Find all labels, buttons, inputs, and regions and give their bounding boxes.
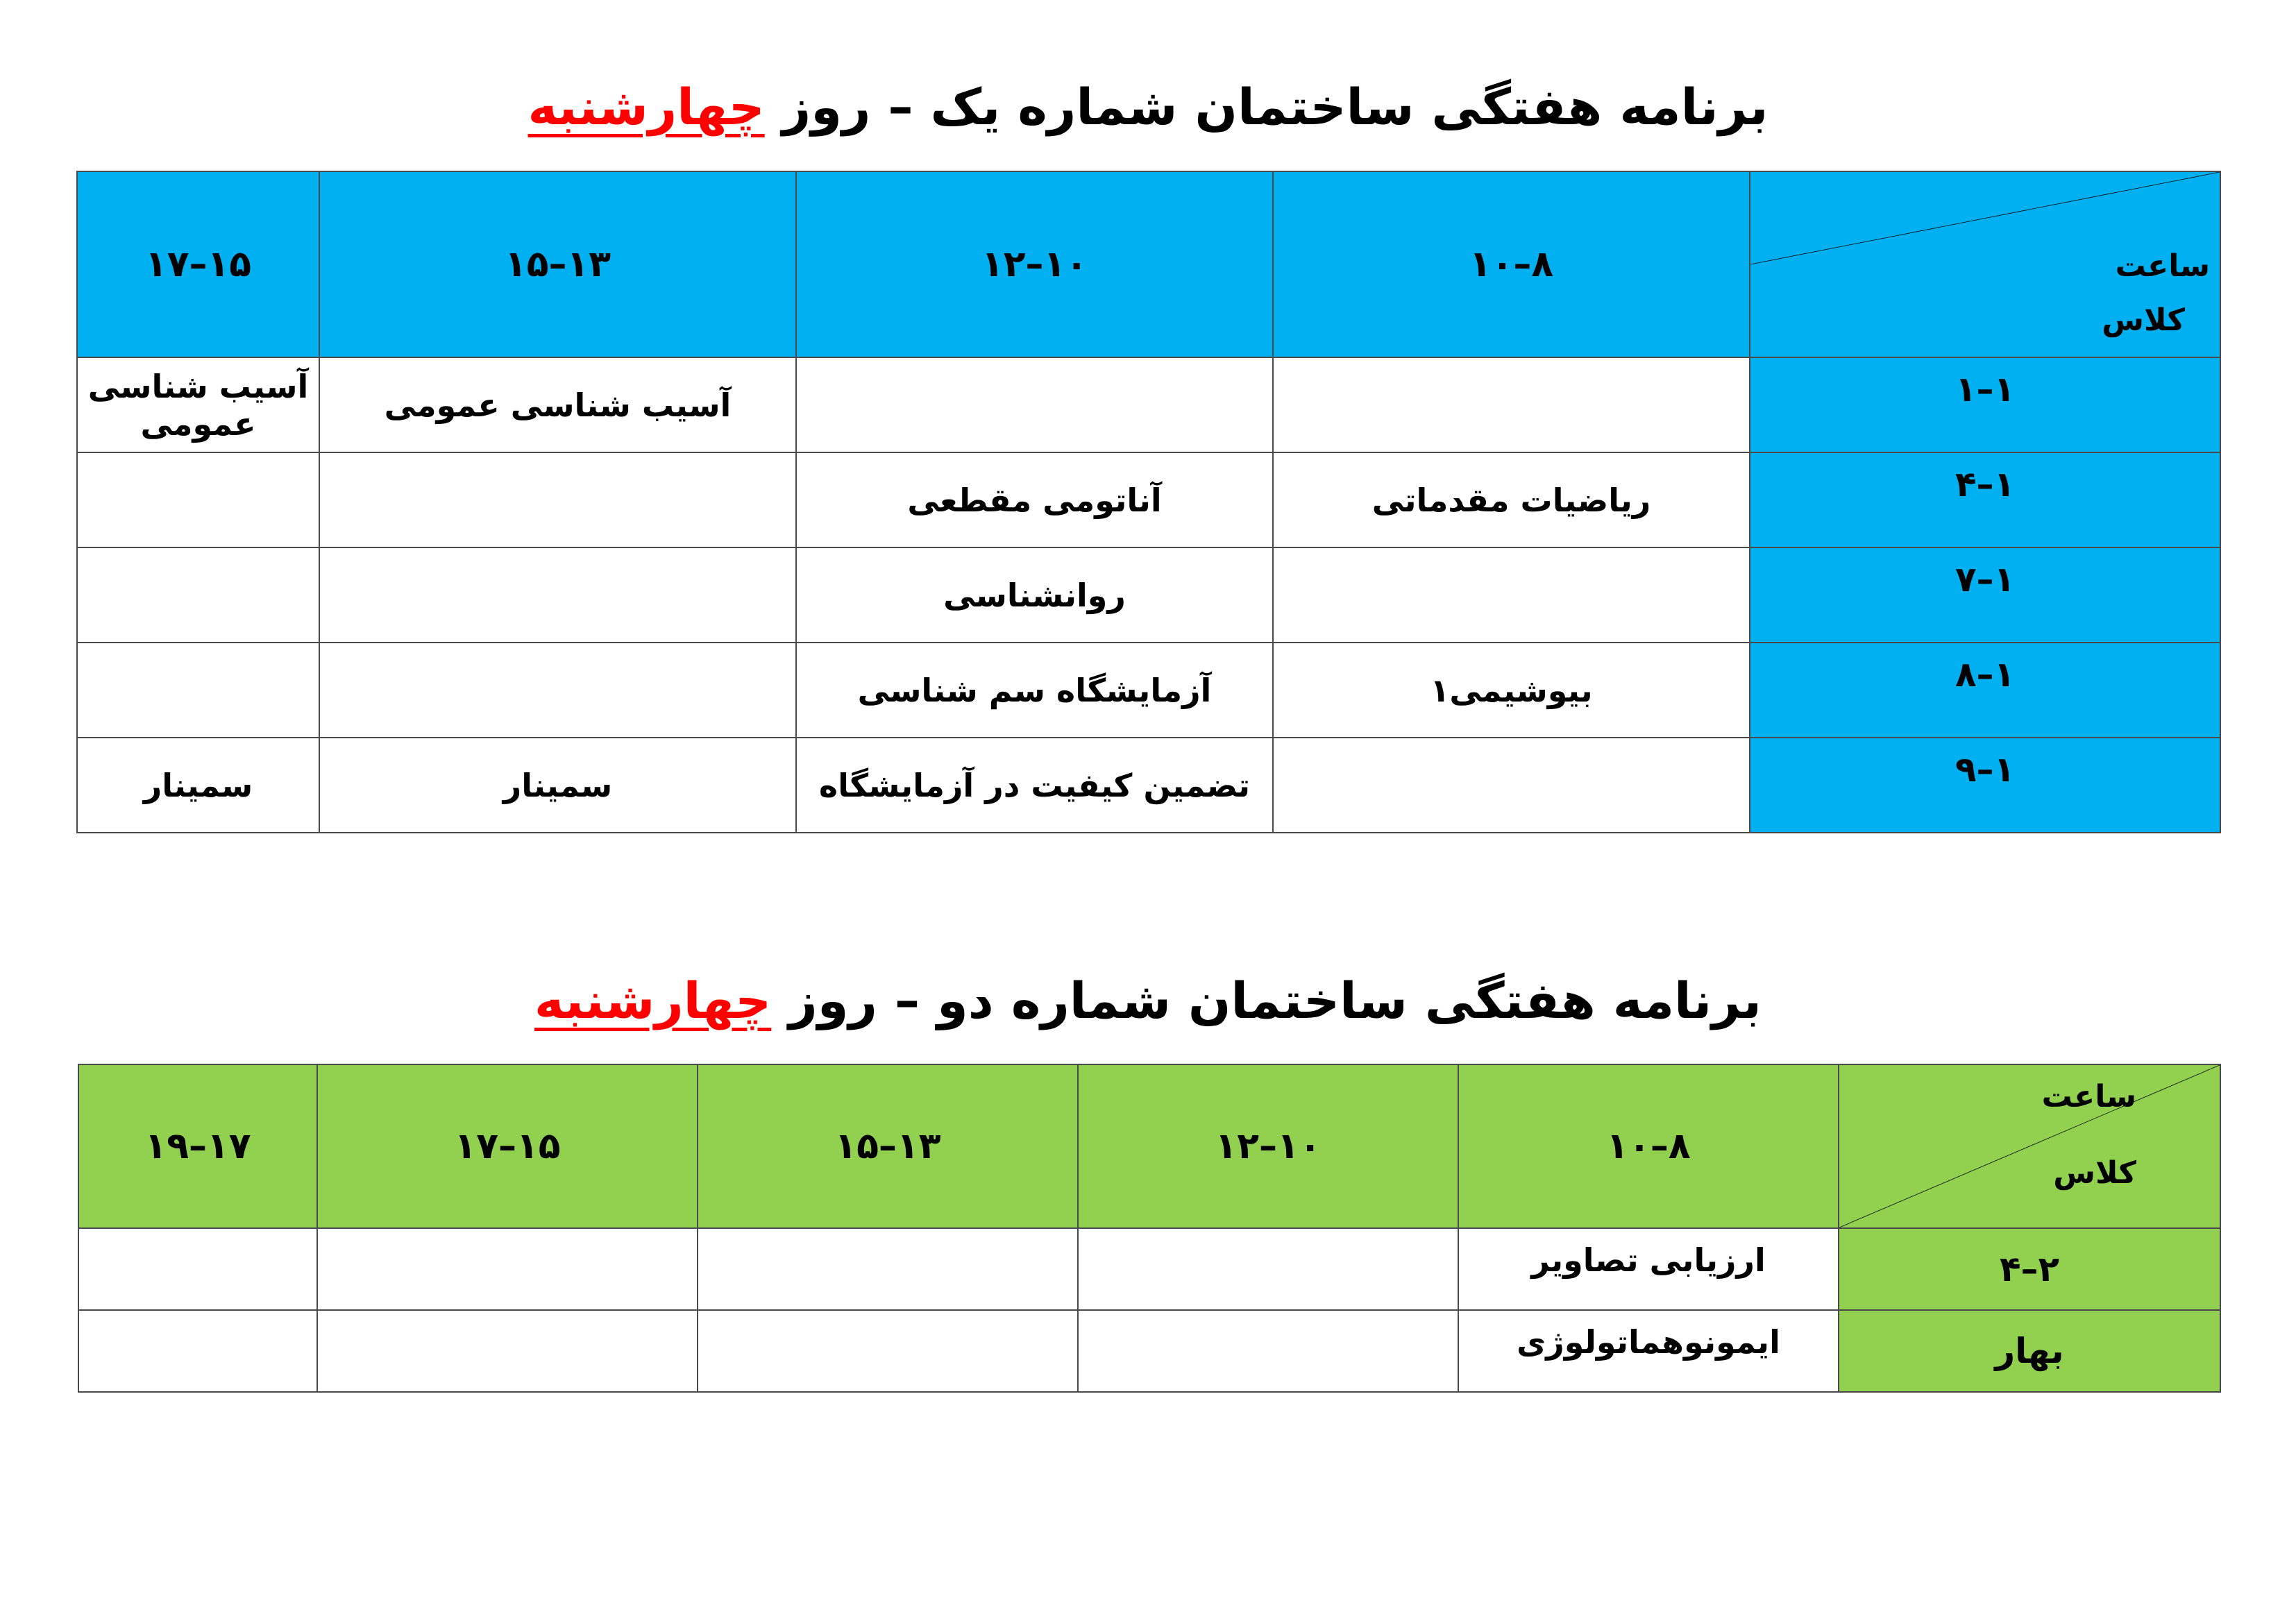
course-cell: ارزیابی تصاویر xyxy=(1458,1228,1839,1310)
course-cell: آناتومی مقطعی xyxy=(796,452,1273,547)
course-cell: سمینار xyxy=(319,738,796,833)
course-cell xyxy=(78,1310,317,1392)
class-cell: ۱–۱ xyxy=(1750,357,2220,452)
course-cell: سمینار xyxy=(77,738,319,833)
course-cell xyxy=(1273,547,1750,643)
corner-cell xyxy=(1839,1064,2220,1228)
course-cell xyxy=(319,643,796,738)
schedule-title-building-1 xyxy=(0,72,2296,142)
course-cell xyxy=(78,1228,317,1310)
course-cell xyxy=(1273,738,1750,833)
course-cell xyxy=(77,643,319,738)
time-header: ۱۰–۱۲ xyxy=(1078,1064,1458,1228)
course-cell: آسیب شناسی عمومی xyxy=(319,357,796,452)
course-cell: تضمین کیفیت در آزمایشگاه xyxy=(796,738,1273,833)
header-row xyxy=(77,171,2220,357)
class-cell: ۲–۴ xyxy=(1839,1228,2220,1310)
course-cell xyxy=(319,547,796,643)
table-row xyxy=(77,357,2220,452)
course-cell xyxy=(1273,357,1750,452)
course-cell xyxy=(317,1228,698,1310)
time-header: ۸–۱۰ xyxy=(1273,171,1750,357)
schedule-title-building-2 xyxy=(0,966,2296,1035)
time-header: ۱۳–۱۵ xyxy=(698,1064,1078,1228)
course-cell: بیوشیمی۱ xyxy=(1273,643,1750,738)
course-cell: آسیب شناسی عمومی xyxy=(77,357,319,452)
course-cell xyxy=(698,1310,1078,1392)
time-header: ۱۷–۱۹ xyxy=(78,1064,317,1228)
corner-cell xyxy=(1750,171,2220,357)
time-header: ۸–۱۰ xyxy=(1458,1064,1839,1228)
class-cell: ۱–۹ xyxy=(1750,738,2220,833)
course-cell xyxy=(77,452,319,547)
class-cell: بهار xyxy=(1839,1310,2220,1392)
title-day: چهارشنبه xyxy=(534,971,772,1030)
table-row xyxy=(78,1228,2220,1310)
header-row xyxy=(78,1064,2220,1228)
course-cell xyxy=(698,1228,1078,1310)
corner-hour-label: ساعت xyxy=(2115,248,2210,284)
title-prefix: برنامه هفتگی ساختمان شماره یک – روز xyxy=(782,78,1769,136)
class-cell: ۱–۸ xyxy=(1750,643,2220,738)
table-row xyxy=(77,547,2220,643)
course-cell xyxy=(317,1310,698,1392)
course-cell xyxy=(796,357,1273,452)
course-cell: روانشناسی xyxy=(796,547,1273,643)
table-row xyxy=(77,643,2220,738)
title-day: چهارشنبه xyxy=(527,78,765,136)
corner-diagonal xyxy=(1839,1065,2220,1227)
course-cell: آزمایشگاه سم شناسی xyxy=(796,643,1273,738)
corner-class-label: کلاس xyxy=(2053,1155,2136,1191)
course-cell xyxy=(77,547,319,643)
course-cell xyxy=(319,452,796,547)
title-prefix: برنامه هفتگی ساختمان شماره دو – روز xyxy=(788,971,1762,1030)
time-header: ۱۵–۱۷ xyxy=(317,1064,698,1228)
class-cell: ۱–۴ xyxy=(1750,452,2220,547)
time-header: ۱۰–۱۲ xyxy=(796,171,1273,357)
time-header: ۱۵–۱۷ xyxy=(77,171,319,357)
table-row xyxy=(77,452,2220,547)
time-header: ۱۳–۱۵ xyxy=(319,171,796,357)
course-cell xyxy=(1078,1310,1458,1392)
table-row xyxy=(77,738,2220,833)
schedule-table-building-2 xyxy=(78,1064,2221,1393)
course-cell: ایمونوهماتولوژی xyxy=(1458,1310,1839,1392)
corner-hour-label: ساعت xyxy=(2041,1079,2136,1114)
course-cell: ریاضیات مقدماتی xyxy=(1273,452,1750,547)
course-cell xyxy=(1078,1228,1458,1310)
schedule-table-building-1 xyxy=(76,171,2221,833)
table-row xyxy=(78,1310,2220,1392)
corner-class-label: کلاس xyxy=(2102,303,2185,338)
class-cell: ۱–۷ xyxy=(1750,547,2220,643)
